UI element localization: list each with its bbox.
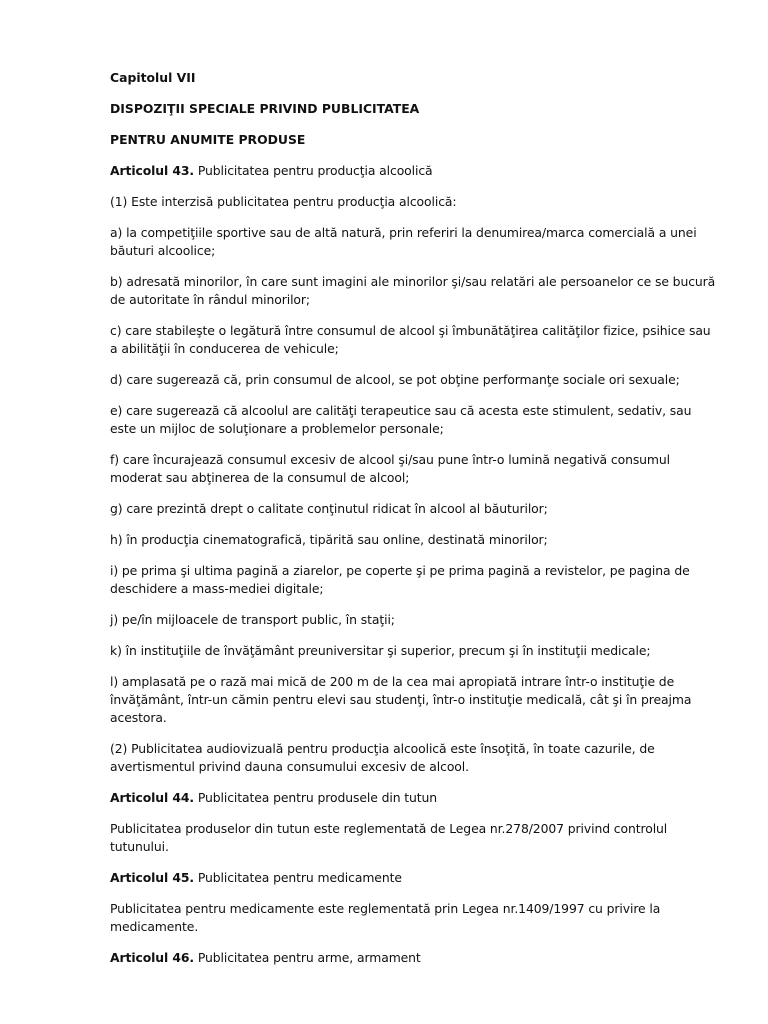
article-43-item-i: i) pe prima şi ultima pagină a ziarelor, pe coperte şi pe prima pagină a revistelor, pe pagina de deschidere a mass-mediei digitale;: [110, 563, 690, 596]
article-43-item-a: a) la competiţiile sportive sau de altă natură, prin referiri la denumirea/marca comercială a unei băuturi alcoolice;: [110, 225, 697, 258]
article-43-item-b: b) adresată minorilor, în care sunt imagini ale minorilor şi/sau relatări ale persoanelor ce se bucură de autoritate în rândul minorilor;: [110, 274, 716, 307]
article-45-title: Publicitatea pentru medicamente: [194, 870, 402, 885]
article-43-item-d: d) care sugerează că, prin consumul de alcool, se pot obţine performanţe sociale ori sexuale;: [110, 372, 680, 387]
article-45-heading: [110, 869, 720, 887]
article-43-item-g: g) care prezintă drept o calitate conţinutul ridicat în alcool al băuturilor;: [110, 501, 548, 516]
article-43-paragraph-2: (2) Publicitatea audiovizuală pentru producţia alcoolică este însoţită, în toate cazurile, de avertismentul privind dauna consumului excesiv de alcool.: [110, 741, 655, 774]
article-46-heading: [110, 949, 720, 967]
article-44-title: Publicitatea pentru produsele din tutun: [194, 790, 438, 805]
article-46-title: Publicitatea pentru arme, armament: [194, 950, 421, 965]
article-43-label: Articolul 43.: [110, 163, 195, 178]
article-43-item-e: e) care sugerează că alcoolul are calităţi terapeutice sau că acesta este stimulent, sedativ, sau este un mijloc de soluţionare a problemelor personale;: [110, 403, 692, 436]
article-43-paragraph-1: (1) Este interzisă publicitatea pentru producţia alcoolică:: [110, 194, 457, 209]
article-44-text: Publicitatea produselor din tutun este reglementată de Legea nr.278/2007 privind controlul tutunului.: [110, 821, 668, 854]
section-title-line-2: PENTRU ANUMITE PRODUSE: [110, 132, 306, 147]
chapter-heading: Capitolul VII: [110, 70, 196, 85]
article-43-item-f: f) care încurajează consumul excesiv de alcool şi/sau pune într-o lumină negativă consumul moderat sau abţinerea de la consumul de alcool;: [110, 452, 671, 485]
article-43-item-c: c) care stabileşte o legătură între consumul de alcool şi îmbunătăţirea calităţilor fizice, psihice sau a abilităţii în conducerea de vehicule;: [110, 323, 711, 356]
section-title-line-1: DISPOZIŢII SPECIALE PRIVIND PUBLICITATEA: [110, 101, 420, 116]
article-43-title: Publicitatea pentru producţia alcoolică: [194, 163, 433, 178]
article-43-heading: [110, 162, 720, 180]
document-page: [110, 69, 720, 980]
article-45-label: Articolul 45.: [110, 870, 195, 885]
article-44-label: Articolul 44.: [110, 790, 195, 805]
article-43-item-k: k) în instituţiile de învăţământ preuniversitar şi superior, precum şi în instituţii medicale;: [110, 643, 651, 658]
article-43-item-h: h) în producţia cinematografică, tipărită sau online, destinată minorilor;: [110, 532, 548, 547]
article-43-item-l: l) amplasată pe o rază mai mică de 200 m de la cea mai apropiată intrare într-o instituţie de învăţământ, într-un cămin pentru elevi sau studenţi, într-o instituţie medicală, cât şi în preajma acestora.: [110, 674, 692, 725]
article-45-text: Publicitatea pentru medicamente este reglementată prin Legea nr.1409/1997 cu privire la medicamente.: [110, 901, 661, 934]
article-43-item-j: j) pe/în mijloacele de transport public, în staţii;: [110, 612, 395, 627]
article-44-heading: [110, 789, 720, 807]
article-46-label: Articolul 46.: [110, 950, 195, 965]
